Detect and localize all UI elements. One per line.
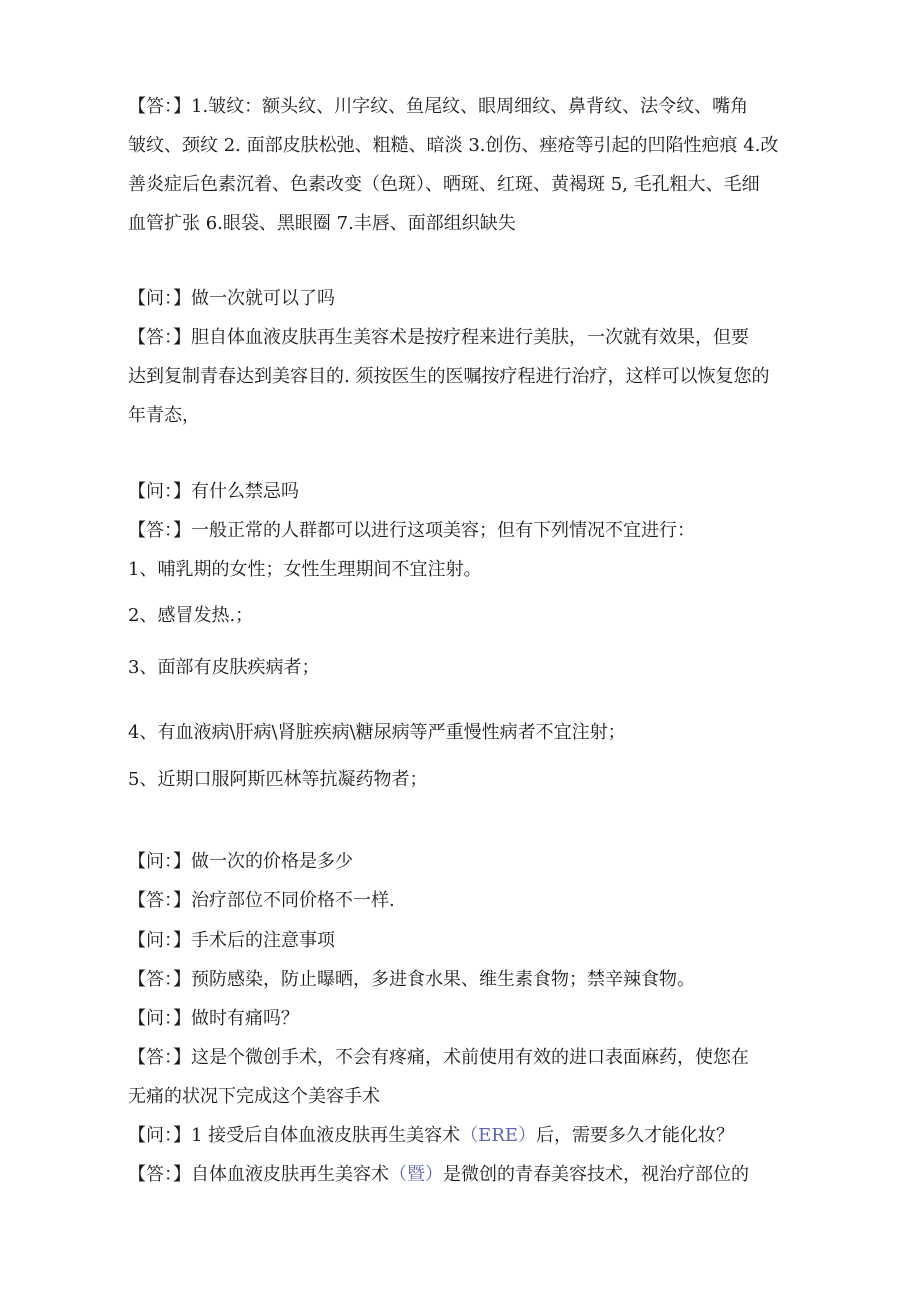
list-item: 3、面部有皮肤疾病者；: [128, 657, 320, 678]
answer-tag: 【答：】: [128, 1164, 191, 1185]
question-tag: 【问：】: [128, 851, 191, 872]
question-text: 有什么禁忌吗: [191, 481, 299, 502]
question-text: 做时有痛吗？: [191, 1008, 299, 1029]
question-tag: 【问：】: [128, 1125, 191, 1146]
answer-text: 1.皱纹：额头纹、川字纹、鱼尾纹、眼周细纹、鼻背纹、法令纹、嘴角: [191, 96, 749, 117]
answer-text: 一般正常的人群都可以进行这项美容；但有下列情况不宜进行：: [191, 520, 695, 541]
question-text: 手术后的注意事项: [191, 930, 335, 951]
answer-tag: 【答：】: [128, 96, 191, 117]
question-abbrev: （ERE）: [460, 1125, 537, 1146]
question-once: [128, 287, 798, 311]
answer-price: [128, 889, 798, 913]
answer-text: 自体血液皮肤再生美容术: [191, 1164, 389, 1185]
answer-tag: 【答：】: [128, 969, 191, 990]
question-tag: 【问：】: [128, 481, 191, 502]
answer-text: 治疗部位不同价格不一样.: [191, 890, 395, 911]
question-tag: 【问：】: [128, 1008, 191, 1029]
list-item: 2、感冒发热.；: [128, 605, 254, 626]
answer-wrinkle-line-1: [128, 95, 798, 119]
answer-once-line-1: [128, 326, 798, 350]
question-pain: [128, 1007, 798, 1031]
answer-pain-line-2: 无痛的状况下完成这个美容手术: [128, 1086, 380, 1107]
list-item: 5、近期口服阿斯匹林等抗凝药物者；: [128, 769, 428, 790]
question-text-tail: 后，需要多久才能化妆？: [536, 1125, 735, 1146]
question-tag: 【问：】: [128, 288, 191, 309]
list-item: 4、有血液病\肝病\肾脏疾病\糖尿病等严重慢性病者不宜注射；: [128, 722, 626, 743]
answer-abbrev: （暨）: [389, 1164, 443, 1185]
answer-after: [128, 968, 798, 992]
question-makeup: [128, 1124, 798, 1148]
question-text: 1 接受后自体血液皮肤再生美容术: [191, 1125, 461, 1146]
question-taboo: [128, 480, 798, 504]
answer-once-line-2: 达到复制青春达到美容目的. 须按医生的医嘱按疗程进行治疗，这样可以恢复您的: [128, 366, 770, 387]
answer-tag: 【答：】: [128, 1047, 191, 1068]
question-text: 做一次就可以了吗: [191, 288, 335, 309]
question-price: [128, 850, 798, 874]
answer-pain-line-1: [128, 1046, 798, 1070]
answer-text: 这是个微创手术，不会有疼痛，术前使用有效的进口表面麻药，使您在: [191, 1047, 749, 1068]
answer-tag: 【答：】: [128, 327, 191, 348]
list-item: 1、哺乳期的女性；女性生理期间不宜注射。: [128, 559, 482, 580]
question-tag: 【问：】: [128, 930, 191, 951]
answer-tag: 【答：】: [128, 520, 191, 541]
question-text: 做一次的价格是多少: [191, 851, 353, 872]
answer-wrinkle-line-3: 善炎症后色素沉着、色素改变（色斑）、晒斑、红斑、黄褐斑 5, 毛孔粗大、毛细: [128, 174, 760, 195]
answer-once-line-3: 年青态，: [128, 405, 200, 426]
answer-tag: 【答：】: [128, 890, 191, 911]
answer-makeup: [128, 1163, 798, 1187]
question-after: [128, 929, 798, 953]
answer-wrinkle-line-2: 皱纹、颈纹 2. 面部皮肤松弛、粗糙、暗淡 3.创伤、痤疮等引起的凹陷性疤痕 4.改: [128, 135, 779, 156]
answer-taboo: [128, 519, 798, 543]
answer-text: 预防感染，防止曝晒，多进食水果、维生素食物；禁辛辣食物。: [191, 969, 695, 990]
answer-wrinkle-line-4: 血管扩张 6.眼袋、黑眼圈 7.丰唇、面部组织缺失: [128, 213, 516, 234]
answer-text-tail: 是微创的青春美容技术，视治疗部位的: [443, 1164, 749, 1185]
answer-text: 胆自体血液皮肤再生美容术是按疗程来进行美肤，一次就有效果，但要: [191, 327, 749, 348]
